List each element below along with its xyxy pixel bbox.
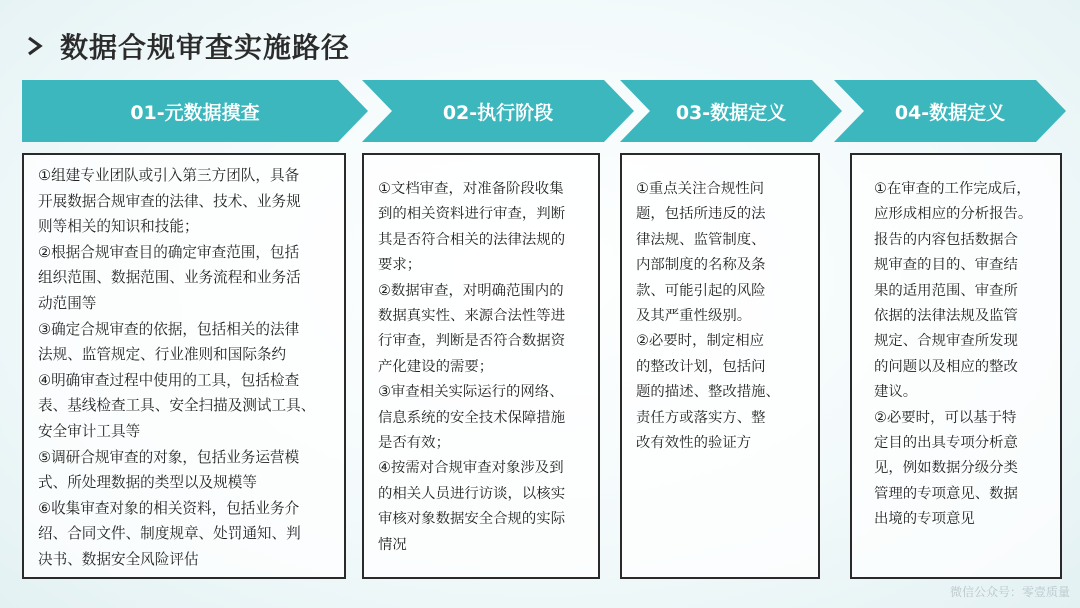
step-content-1: ①组建专业团队或引入第三方团队，具备 开展数据合规审查的法律、技术、业务规 则等相关的知识和技能； ②根据合规审查目的确定审查范围，包括 组织范围、数据范围、业务流程和业务活 动范围等 ③确定合规审查的依据，包括相关的法律 法规、监管规定、行业准则和国际条约 ④明确审查过程中使用的工具，包括检查 表、基线检查工具、安全扫描及测试工具、 安全审计工具等 ⑤调研合规审查的对象，包括业务运营模 式、所处理数据的类型以及规模等 ⑥收集审查对象的相关资料，包括业务介 绍、合同文件、制度规章、处罚通知、判 决书、数据安全风险评估 xyxy=(38,167,316,568)
step-label-4: 04-数据定义 xyxy=(894,101,1006,124)
step-card-3 xyxy=(620,153,820,579)
step-header-2 xyxy=(362,80,634,142)
step-card-1 xyxy=(22,153,346,579)
step-card-4 xyxy=(850,153,1062,579)
chevron-right-icon xyxy=(24,35,46,57)
watermark: 微信公众号：零壹质量 xyxy=(949,585,1070,599)
step-content-2: ①文档审查，对准备阶段收集 到的相关资料进行审查，判断 其是否符合相关的法律法规的 要求； ②数据审查，对明确范围内的 数据真实性、来源合法性等进 行审查，判断是否符合数据资 产化建设的需要； ③审查相关实际运行的网络、 信息系统的安全技术保障措施 是否有效； ④按需对合规审查对象涉及到 的相关人员进行访谈，以核实 审核对象数据安全合规的实际 情况 xyxy=(378,181,566,553)
page-title: 数据合规审查实施路径 xyxy=(60,31,351,64)
step-content-3: ①重点关注合规性问 题，包括所违反的法 律法规、监管制度、 内部制度的名称及条 款、可能引起的风险 及其严重性级别。 ②必要时，制定相应 的整改计划，包括问 题的描述、整改措施、 责任方或落实方、整 改有效性的验证方 xyxy=(636,181,780,452)
step-header-3 xyxy=(620,80,842,142)
step-label-1: 01-元数据摸查 xyxy=(130,101,260,124)
step-header-4 xyxy=(834,80,1066,142)
step-content-4: ①在审查的工作完成后， 应形成相应的分析报告。 报告的内容包括数据合 规审查的目的、审查结 果的适用范围、审查所 依据的法律法规及监管 规定、合规审查所发现 的问题以及相应的整改 建议。 ②必要时，可以基于特 定目的出具专项分析意 见，例如数据分级分类 管理的专项意见、数据 出境的专项意见 xyxy=(874,181,1033,528)
step-label-3: 03-数据定义 xyxy=(675,101,787,124)
step-card-2 xyxy=(362,153,600,579)
step-label-2: 02-执行阶段 xyxy=(442,101,554,124)
title-row xyxy=(24,26,350,66)
step-header-1 xyxy=(22,80,368,142)
